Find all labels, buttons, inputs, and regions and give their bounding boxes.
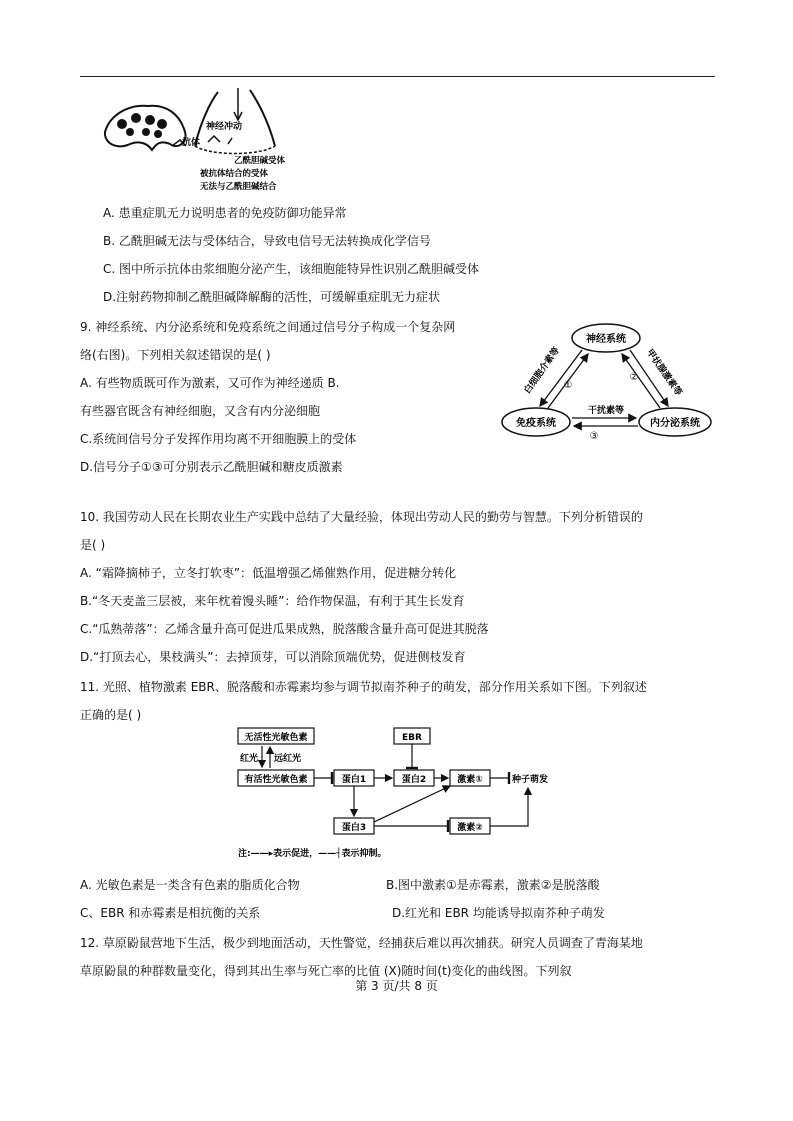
q10-option-d: D.“打顶去心，果枝满头”：去掉顶芽，可以消除顶端优势，促进侧枝发育	[80, 650, 466, 664]
box-protein-2-label: 蛋白2	[401, 775, 427, 785]
edge-mark-1: ①	[563, 380, 573, 391]
box-inactive-label: 无活性光敏色素	[244, 733, 308, 743]
q9-stem-line1: 9. 神经系统、内分泌系统和免疫系统之间通过信号分子构成一个复杂网	[80, 320, 456, 334]
q9-option-a-line1: A. 有些物质既可作为激素，又可作为神经递质 B.	[80, 376, 340, 390]
box-hormone-1-label: 激素①	[457, 775, 483, 785]
q11-option-b: B.图中激素①是赤霉素，激素②是脱落酸	[386, 878, 600, 892]
edge-mark-2: ②	[629, 372, 639, 383]
q11-option-d: D.红光和 EBR 均能诱导拟南芥种子萌发	[392, 906, 605, 920]
synapse-label-antibody: 抗体	[182, 138, 201, 148]
box-protein-3-label: 蛋白3	[341, 823, 367, 833]
diagram-note: 注:——▸表示促进，——┤表示抑制。	[238, 849, 387, 859]
germination-diagram	[232, 724, 562, 864]
box-ebr-label: EBR	[402, 733, 422, 743]
q8-option-c: C. 图中所示抗体由浆细胞分泌产生，该细胞能特异性识别乙酰胆碱受体	[103, 262, 480, 276]
label-far-red-light: 远红光	[274, 754, 302, 764]
q9-option-a-line2: 有些器官既含有神经细胞，又含有内分泌细胞	[80, 404, 321, 418]
q8-option-a: A. 患重症肌无力说明患者的免疫防御功能异常	[103, 206, 347, 220]
system-network-diagram	[500, 322, 715, 442]
q10-stem-line2: 是( )	[80, 538, 106, 552]
node-immune-label: 免疫系统	[516, 418, 556, 429]
synapse-figure	[100, 84, 300, 194]
label-germination: 种子萌发	[512, 775, 549, 785]
label-red-light: 红光	[239, 754, 258, 764]
box-protein-1-label: 蛋白1	[341, 775, 367, 785]
q10-option-a: A. “霜降摘柿子，立冬打软枣”：低温增强乙烯催熟作用，促进糖分转化	[80, 566, 457, 580]
node-nervous-label: 神经系统	[586, 334, 626, 345]
q9-option-c: C.系统间信号分子发挥作用均离不开细胞膜上的受体	[80, 432, 357, 446]
edge-mark-3: ③	[589, 431, 599, 442]
box-hormone-2-label: 激素②	[457, 823, 483, 833]
q9-stem-line2: 络(右图)。下列相关叙述错误的是( )	[80, 348, 271, 362]
q11-stem-line1: 11. 光照、植物激素 EBR、脱落酸和赤霉素均参与调节拟南芥种子的萌发，部分作用关系如下图。下列叙述	[80, 680, 647, 694]
page-footer: 第 3 页/共 8 页	[355, 979, 438, 993]
synapse-caption-line2: 无法与乙酰胆碱结合	[200, 182, 277, 192]
q12-stem-line2: 草原鼢鼠的种群数量变化，得到其出生率与死亡率的比值 (X)随时间(t)变化的曲线图。下列叙	[80, 964, 572, 978]
q11-option-a: A. 光敏色素是一类含有色素的脂质化合物	[80, 878, 300, 892]
header-rule	[80, 76, 715, 77]
edge-right-label: 甲状腺激素等	[644, 347, 684, 398]
synapse-caption-line1: 被抗体结合的受体	[200, 169, 269, 179]
q10-option-b: B.“冬天麦盖三层被，来年枕着馒头睡”：给作物保温，有利于其生长发育	[80, 594, 465, 608]
q10-option-c: C.“瓜熟蒂落”：乙烯含量升高可促进瓜果成熟，脱落酸含量升高可促进其脱落	[80, 622, 489, 636]
box-active-label: 有活性光敏色素	[244, 775, 308, 785]
q10-stem-line1: 10. 我国劳动人民在长期农业生产实践中总结了大量经验，体现出劳动人民的勤劳与智慧。下列分析错误的	[80, 510, 643, 524]
edge-left-label: 白细胞介素等	[522, 345, 562, 396]
edge-bottom-label: 干扰素等	[587, 406, 625, 416]
q8-option-b: B. 乙酰胆碱无法与受体结合，导致电信号无法转换成化学信号	[103, 234, 431, 248]
q9-option-d: D.信号分子①③可分别表示乙酰胆碱和糖皮质激素	[80, 460, 343, 474]
synapse-label-impulse: 神经冲动	[206, 122, 243, 132]
q11-option-c: C、EBR 和赤霉素是相抗衡的关系	[80, 906, 261, 920]
q12-stem-line1: 12. 草原鼢鼠营地下生活，极少到地面活动，天性警觉，经捕获后难以再次捕获。研究人员调查了青海某地	[80, 936, 643, 950]
q8-option-d: D.注射药物抑制乙酰胆碱降解酶的活性，可缓解重症肌无力症状	[103, 290, 441, 304]
synapse-label-receptor: 乙酰胆碱受体	[234, 156, 286, 166]
q11-stem-line2: 正确的是( )	[80, 708, 142, 722]
node-endocrine-label: 内分泌系统	[650, 418, 700, 429]
